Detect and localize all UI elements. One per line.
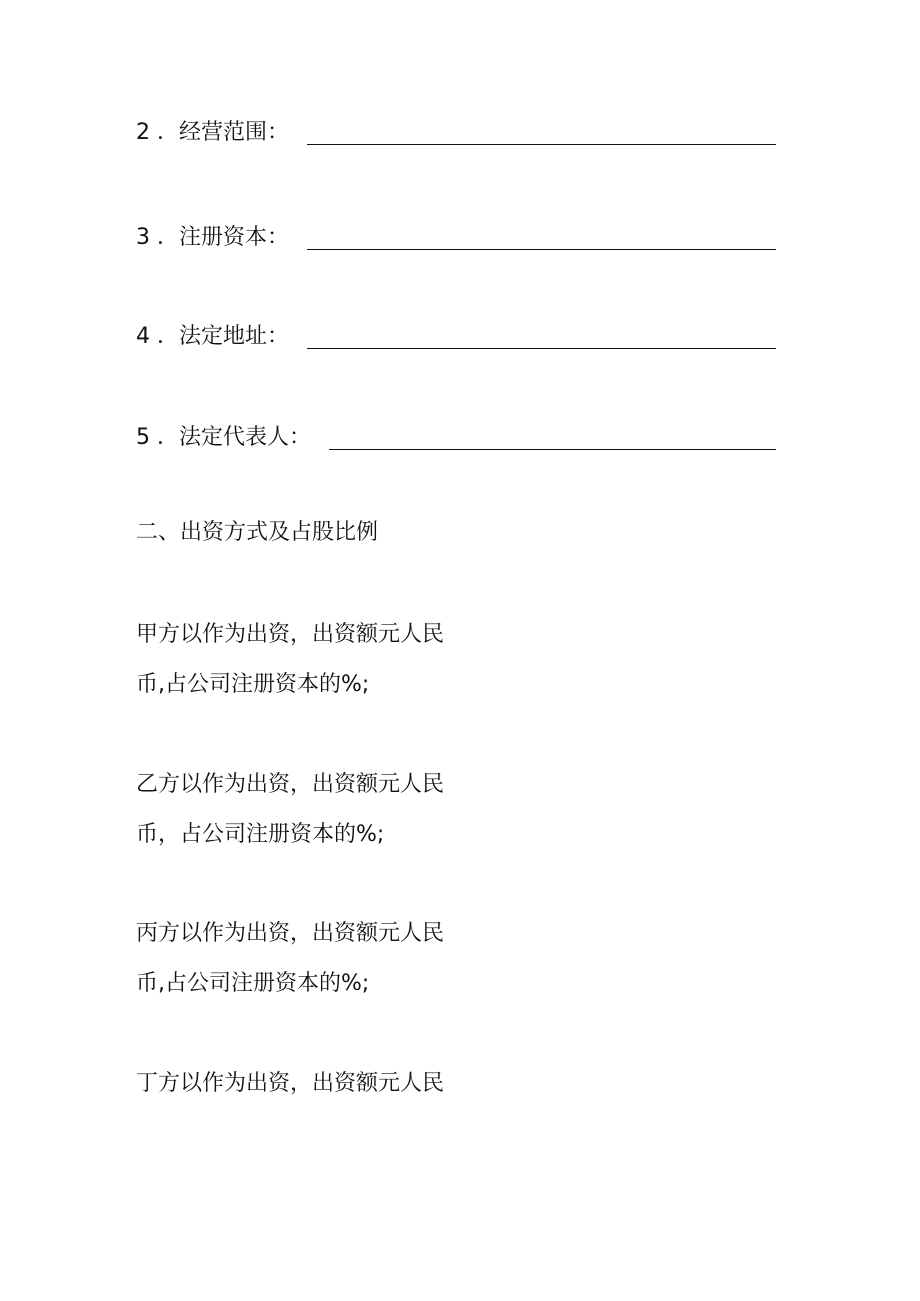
paragraph-party-a-line2: 币,占公司注册资本的%; [136, 672, 370, 697]
paragraph-party-b-line2: 币，占公司注册资本的%; [136, 822, 385, 847]
field-label: 5 ．法定代表人： [136, 425, 311, 450]
field-label: 3 ．注册资本： [136, 225, 289, 250]
field-business-scope [136, 114, 776, 148]
paragraph-party-b-line1: 乙方以作为出资，出资额元人民 [136, 772, 445, 797]
field-legal-address [136, 318, 776, 352]
field-registered-capital [136, 219, 776, 253]
field-label: 4 ．法定地址： [136, 324, 289, 349]
blank-line [307, 223, 776, 250]
blank-line [329, 423, 776, 450]
field-legal-representative [136, 419, 776, 453]
blank-line [307, 118, 776, 145]
paragraph-party-a-line1: 甲方以作为出资，出资额元人民 [136, 622, 445, 647]
section-heading: 二、出资方式及占股比例 [136, 520, 379, 545]
paragraph-party-c-line1: 丙方以作为出资，出资额元人民 [136, 921, 445, 946]
field-label: 2 ．经营范围： [136, 120, 289, 145]
blank-line [307, 322, 776, 349]
paragraph-party-c-line2: 币,占公司注册资本的%; [136, 971, 370, 996]
paragraph-party-d-line1: 丁方以作为出资，出资额元人民 [136, 1071, 445, 1096]
